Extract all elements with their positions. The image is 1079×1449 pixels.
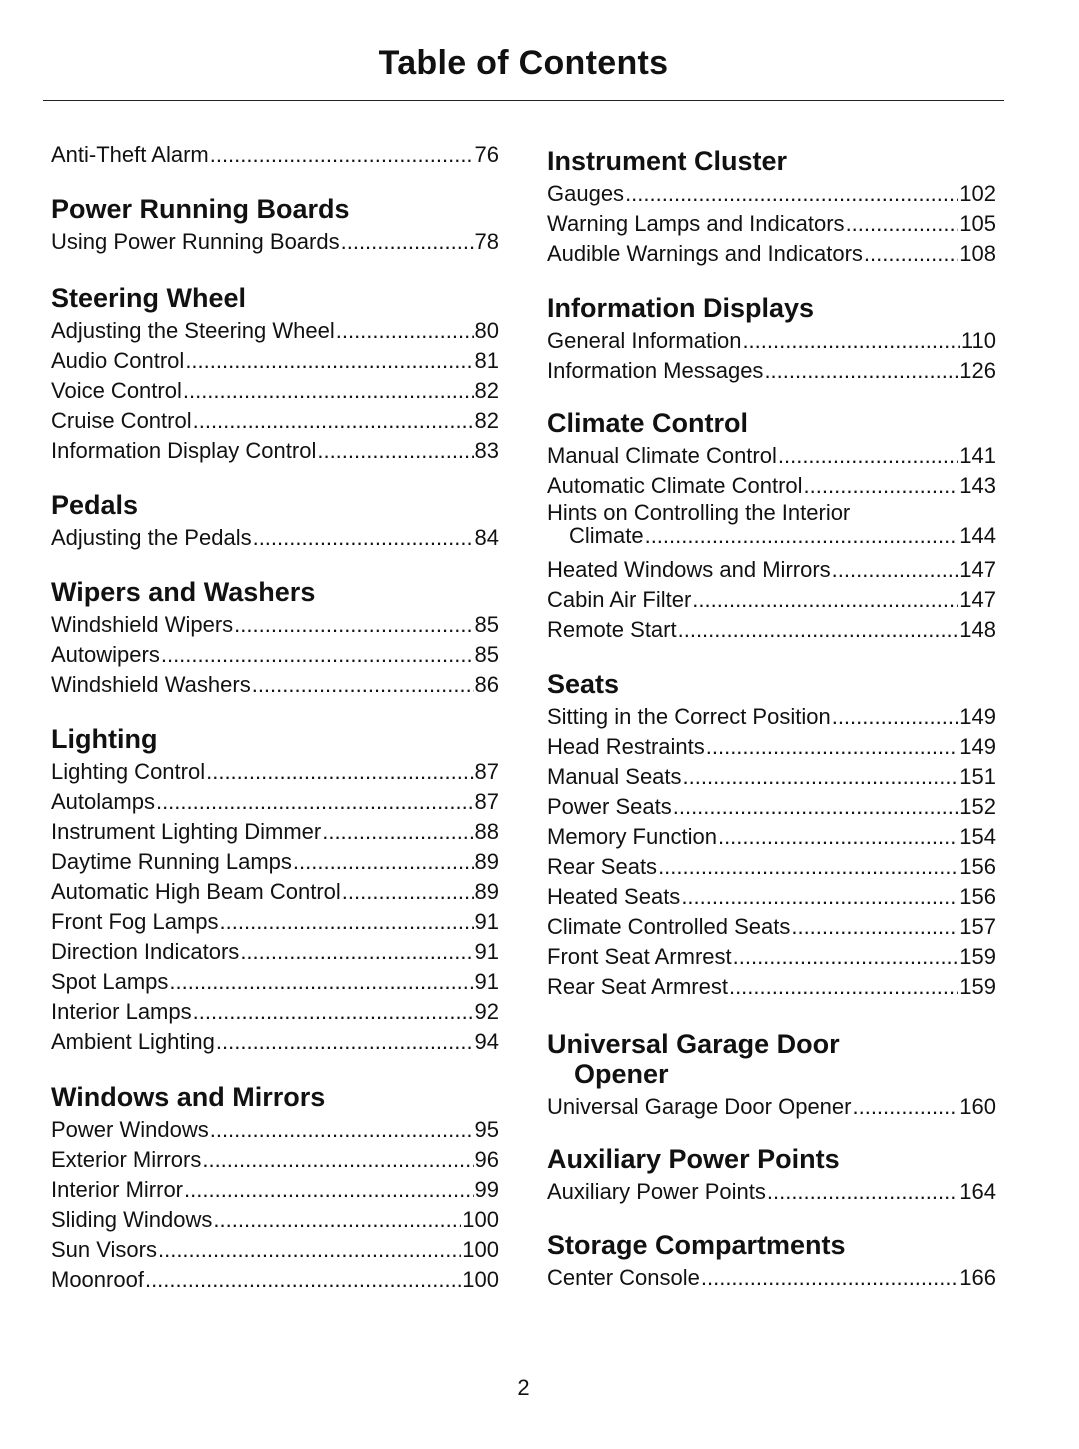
toc-entry-page: 147 — [959, 587, 996, 612]
toc-entry[interactable] — [547, 585, 996, 615]
dot-leader — [184, 1175, 474, 1205]
dot-leader — [342, 877, 474, 907]
toc-right-column — [547, 146, 996, 1293]
section-heading — [51, 1082, 499, 1112]
toc-entry[interactable] — [51, 757, 499, 787]
dot-leader — [791, 912, 958, 942]
toc-section-pedals — [51, 490, 499, 553]
toc-left-column — [51, 140, 499, 1295]
toc-entry-page: 164 — [959, 1179, 996, 1204]
toc-right-sections — [547, 146, 996, 1293]
dot-leader — [156, 787, 474, 817]
dot-leader — [625, 179, 958, 209]
toc-entry-page: 87 — [474, 789, 499, 814]
toc-entry[interactable] — [547, 441, 996, 471]
dot-leader — [832, 702, 959, 732]
toc-entry[interactable] — [547, 792, 996, 822]
toc-entry[interactable] — [51, 1235, 499, 1265]
toc-entry[interactable] — [547, 326, 996, 356]
toc-entry-page: 99 — [474, 1177, 499, 1202]
toc-entry-label: Daytime Running Lamps — [51, 849, 292, 874]
toc-entry[interactable] — [547, 702, 996, 732]
toc-entry-label: Climate Controlled Seats — [547, 914, 791, 939]
section-heading-text: Instrument Cluster — [547, 146, 788, 176]
dot-leader — [317, 436, 473, 466]
toc-entry-label: Audio Control — [51, 348, 185, 373]
section-heading — [51, 724, 499, 754]
dot-leader — [692, 585, 958, 615]
toc-entry[interactable] — [547, 179, 996, 209]
toc-entry[interactable] — [51, 406, 499, 436]
dot-leader — [193, 997, 474, 1027]
toc-section-storage-compartments — [547, 1230, 996, 1293]
toc-entry-page: 141 — [959, 443, 996, 468]
toc-entry-page: 102 — [959, 181, 996, 206]
toc-section-wipers-and-washers — [51, 577, 499, 700]
toc-entry-label: Rear Seat Armrest — [547, 974, 728, 999]
toc-entry[interactable] — [547, 912, 996, 942]
dot-leader — [210, 1115, 474, 1145]
toc-entry[interactable] — [51, 436, 499, 466]
section-heading — [51, 194, 499, 224]
dot-leader — [341, 227, 474, 257]
toc-entry[interactable] — [51, 1175, 499, 1205]
toc-entry-label: Lighting Control — [51, 759, 206, 784]
toc-entry[interactable] — [547, 615, 996, 645]
dot-leader — [778, 441, 958, 471]
toc-entry-label: Universal Garage Door Opener — [547, 1094, 852, 1119]
section-heading-text: Storage Compartments — [547, 1230, 846, 1260]
toc-entry-label: Power Windows — [51, 1117, 209, 1142]
toc-entry-label: Autolamps — [51, 789, 155, 814]
toc-entry-page: 78 — [474, 229, 499, 254]
dot-leader — [733, 942, 959, 972]
dot-leader — [253, 523, 474, 553]
dot-leader — [681, 882, 958, 912]
dot-leader — [322, 817, 473, 847]
toc-entry-page: 83 — [474, 438, 499, 463]
toc-entry-page: 156 — [959, 854, 996, 879]
toc-entry-page: 100 — [462, 1237, 499, 1262]
toc-entry[interactable] — [547, 1092, 996, 1122]
section-heading-text: Lighting — [51, 724, 158, 754]
dot-leader — [252, 670, 474, 700]
toc-entry-label: Front Seat Armrest — [547, 944, 732, 969]
toc-entry-page: 89 — [474, 879, 499, 904]
dot-leader — [767, 1177, 958, 1207]
toc-section-lighting — [51, 724, 499, 1057]
dot-leader — [852, 1092, 958, 1122]
toc-entry[interactable] — [51, 1205, 499, 1235]
toc-entry[interactable] — [547, 972, 996, 1002]
toc-entry-page: 89 — [474, 849, 499, 874]
toc-entry-label: Auxiliary Power Points — [547, 1179, 766, 1204]
section-heading — [51, 490, 499, 520]
section-heading-text: Windows and Mirrors — [51, 1082, 326, 1112]
toc-entry[interactable] — [51, 640, 499, 670]
toc-entry-label: Information Display Control — [51, 438, 317, 463]
toc-entry-label: Ambient Lighting — [51, 1029, 215, 1054]
dot-leader — [206, 757, 473, 787]
page-number: 2 — [517, 1375, 530, 1400]
dot-leader — [764, 356, 958, 386]
toc-entry-label: Using Power Running Boards — [51, 229, 340, 254]
dot-leader — [729, 972, 958, 1002]
toc-section-information-displays — [547, 293, 996, 386]
toc-entry[interactable] — [51, 787, 499, 817]
toc-entry-label: Manual Seats — [547, 764, 682, 789]
toc-section-auxiliary-power-points — [547, 1144, 996, 1207]
toc-entry[interactable] — [547, 822, 996, 852]
toc-entry-label: Interior Mirror — [51, 1177, 184, 1202]
toc-entry-page: 160 — [959, 1094, 996, 1119]
toc-entry-page: 86 — [474, 672, 499, 697]
section-heading — [547, 1144, 996, 1174]
toc-entry-page: 147 — [959, 557, 996, 582]
toc-entry-page: 82 — [474, 408, 499, 433]
section-heading — [51, 577, 499, 607]
toc-entry[interactable] — [51, 877, 499, 907]
toc-entry-page: 85 — [474, 612, 499, 637]
dot-leader — [864, 239, 958, 269]
dot-leader — [210, 140, 474, 170]
dot-leader — [832, 555, 959, 585]
toc-section-steering-wheel — [51, 283, 499, 466]
toc-entry-page: 159 — [959, 944, 996, 969]
section-heading-text: Universal Garage Door — [547, 1029, 840, 1059]
toc-entry-label: Sitting in the Correct Position — [547, 704, 831, 729]
dot-leader — [193, 406, 474, 436]
toc-entry[interactable] — [51, 316, 499, 346]
toc-entry-label: Center Console — [547, 1265, 700, 1290]
toc-entry[interactable] — [51, 610, 499, 640]
toc-entry-page: 144 — [959, 523, 996, 548]
toc-entry-page: 91 — [474, 909, 499, 934]
section-heading-text: Power Running Boards — [51, 194, 350, 224]
toc-section-power-running-boards — [51, 194, 499, 257]
toc-entry-label: Direction Indicators — [51, 939, 240, 964]
toc-section-seats — [547, 669, 996, 1002]
dot-leader — [706, 732, 959, 762]
toc-entry-label: Sliding Windows — [51, 1207, 213, 1232]
toc-entry[interactable] — [51, 847, 499, 877]
toc-entry-label: Exterior Mirrors — [51, 1147, 202, 1172]
toc-entry-label: Memory Function — [547, 824, 717, 849]
toc-entry-label: Cabin Air Filter — [547, 587, 692, 612]
toc-section-climate-control — [547, 408, 996, 645]
toc-entry[interactable] — [51, 376, 499, 406]
toc-entry-page: 81 — [474, 348, 499, 373]
toc-entry-label: Gauges — [547, 181, 625, 206]
dot-leader — [240, 937, 473, 967]
dot-leader — [804, 471, 959, 501]
dot-leader — [673, 792, 959, 822]
toc-entry-page: 157 — [959, 914, 996, 939]
toc-entry-label: Manual Climate Control — [547, 443, 777, 468]
toc-entry-label: Warning Lamps and Indicators — [547, 211, 845, 236]
toc-entry-page: 143 — [959, 473, 996, 498]
dot-leader — [185, 346, 473, 376]
toc-entry[interactable] — [51, 1115, 499, 1145]
toc-entry-label: Instrument Lighting Dimmer — [51, 819, 322, 844]
toc-entry-label: Autowipers — [51, 642, 160, 667]
section-heading-text: Steering Wheel — [51, 283, 247, 313]
toc-entry-label: Rear Seats — [547, 854, 658, 879]
toc-entry[interactable] — [547, 555, 996, 585]
toc-entry-page: 154 — [959, 824, 996, 849]
section-heading — [547, 408, 996, 438]
toc-entry-page: 84 — [474, 525, 499, 550]
toc-entry-page: 110 — [960, 328, 996, 353]
dot-leader — [701, 1263, 958, 1293]
toc-entry-label: Remote Start — [547, 617, 677, 642]
section-heading-text: Information Displays — [547, 293, 815, 323]
toc-section-universal-garage-door-opener — [547, 1029, 996, 1122]
toc-entry[interactable] — [547, 942, 996, 972]
toc-entry-page: 151 — [959, 764, 996, 789]
dot-leader — [683, 762, 959, 792]
toc-entry-page: 100 — [462, 1267, 499, 1292]
toc-entry[interactable] — [51, 817, 499, 847]
page-title: Table of Contents — [378, 44, 669, 82]
section-heading — [547, 146, 996, 176]
toc-entry-label: Heated Seats — [547, 884, 681, 909]
title-divider — [43, 100, 1004, 101]
toc-entry-label: Heated Windows and Mirrors — [547, 557, 831, 582]
toc-entry[interactable] — [547, 239, 996, 269]
toc-entry-label: Windshield Wipers — [51, 612, 234, 637]
toc-entry-page: 76 — [474, 142, 499, 167]
toc-entry-label: Voice Control — [51, 378, 182, 403]
section-heading — [51, 283, 499, 313]
section-heading — [547, 1029, 996, 1089]
section-heading-text-continued: Opener — [574, 1059, 669, 1089]
toc-entry-page: 159 — [959, 974, 996, 999]
toc-entry-page: 91 — [474, 969, 499, 994]
toc-entry[interactable] — [547, 356, 996, 386]
toc-entry-page: 94 — [474, 1029, 499, 1054]
toc-entry-page: 82 — [474, 378, 499, 403]
toc-entry-line — [547, 525, 996, 547]
toc-entry-page: 149 — [959, 734, 996, 759]
toc-entry-label: Audible Warnings and Indicators — [547, 241, 863, 266]
toc-entry-label: General Information — [547, 328, 742, 353]
toc-entry-label: Automatic Climate Control — [547, 473, 803, 498]
toc-entry[interactable] — [51, 1027, 499, 1057]
toc-entry[interactable] — [51, 523, 499, 553]
dot-leader — [202, 1145, 473, 1175]
toc-entry[interactable] — [51, 937, 499, 967]
toc-entry-page: 148 — [959, 617, 996, 642]
toc-entry-page: 88 — [474, 819, 499, 844]
toc-entry-label: Power Seats — [547, 794, 672, 819]
section-heading-text: Pedals — [51, 490, 139, 520]
toc-entry-page: 85 — [474, 642, 499, 667]
toc-entry[interactable] — [51, 227, 499, 257]
dot-leader — [742, 326, 959, 356]
section-heading-text: Wipers and Washers — [51, 577, 316, 607]
section-heading — [547, 293, 996, 323]
section-heading-text: Auxiliary Power Points — [547, 1144, 840, 1174]
toc-entry-label: Spot Lamps — [51, 969, 169, 994]
toc-entry[interactable] — [547, 762, 996, 792]
toc-entry[interactable] — [51, 1265, 499, 1295]
toc-section-windows-and-mirrors — [51, 1082, 499, 1295]
toc-entry[interactable] — [51, 140, 499, 170]
dot-leader — [220, 907, 474, 937]
toc-entry-label: Adjusting the Pedals — [51, 525, 252, 550]
toc-entry-page: 156 — [959, 884, 996, 909]
toc-entry-label: Interior Lamps — [51, 999, 192, 1024]
toc-entry-page: 91 — [474, 939, 499, 964]
dot-leader — [293, 847, 474, 877]
section-heading-text: Seats — [547, 669, 620, 699]
dot-leader — [234, 610, 473, 640]
toc-entry-page: 108 — [959, 241, 996, 266]
toc-entry[interactable] — [547, 852, 996, 882]
dot-leader — [213, 1205, 461, 1235]
toc-entry-page: 166 — [959, 1265, 996, 1290]
toc-entry-label: Anti-Theft Alarm — [51, 142, 209, 167]
toc-entry-label: Sun Visors — [51, 1237, 157, 1262]
toc-entry-page: 92 — [474, 999, 499, 1024]
toc-entry-label: Cruise Control — [51, 408, 192, 433]
toc-entry-label: Head Restraints — [547, 734, 705, 759]
toc-entry[interactable] — [547, 1263, 996, 1293]
toc-entry-label: Front Fog Lamps — [51, 909, 219, 934]
dot-leader — [158, 1235, 461, 1265]
toc-entry-page: 87 — [474, 759, 499, 784]
toc-entry-page: 149 — [959, 704, 996, 729]
toc-entry-label: Windshield Washers — [51, 672, 251, 697]
toc-entry[interactable] — [547, 471, 996, 501]
toc-entry[interactable] — [51, 670, 499, 700]
toc-entry[interactable] — [51, 967, 499, 997]
section-heading — [547, 669, 996, 699]
toc-entry[interactable] — [51, 907, 499, 937]
toc-entry-page: 152 — [959, 794, 996, 819]
toc-entry-page: 96 — [474, 1147, 499, 1172]
toc-entry-label: Adjusting the Steering Wheel — [51, 318, 335, 343]
toc-entry-page: 126 — [959, 358, 996, 383]
dot-leader — [336, 316, 474, 346]
toc-entry[interactable] — [51, 1145, 499, 1175]
toc-entry-page: 105 — [959, 211, 996, 236]
toc-entry-page: 100 — [462, 1207, 499, 1232]
toc-entry-page: 95 — [474, 1117, 499, 1142]
dot-leader — [145, 1265, 461, 1295]
toc-entry-label: Information Messages — [547, 358, 764, 383]
toc-entry[interactable] — [547, 501, 996, 547]
dot-leader — [169, 967, 473, 997]
toc-entry-label: Hints on Controlling the Interior — [547, 500, 851, 525]
toc-entry-page: 80 — [474, 318, 499, 343]
toc-entry-label: Moonroof — [51, 1267, 144, 1292]
dot-leader — [216, 1027, 474, 1057]
dot-leader — [645, 525, 959, 547]
toc-entry[interactable] — [547, 1177, 996, 1207]
toc-entry[interactable] — [51, 346, 499, 376]
section-heading — [547, 1230, 996, 1260]
dot-leader — [658, 852, 958, 882]
dot-leader — [183, 376, 474, 406]
dot-leader — [161, 640, 474, 670]
toc-entry[interactable] — [51, 997, 499, 1027]
toc-section-instrument-cluster — [547, 146, 996, 269]
toc-left-sections — [51, 194, 499, 1295]
dot-leader — [678, 615, 959, 645]
toc-entry[interactable] — [547, 882, 996, 912]
dot-leader — [846, 209, 959, 239]
toc-entry-label-continued: Climate — [569, 523, 644, 548]
toc-entry-label: Automatic High Beam Control — [51, 879, 341, 904]
dot-leader — [718, 822, 958, 852]
toc-entry[interactable] — [547, 732, 996, 762]
section-heading-text: Climate Control — [547, 408, 749, 438]
toc-entry[interactable] — [547, 209, 996, 239]
